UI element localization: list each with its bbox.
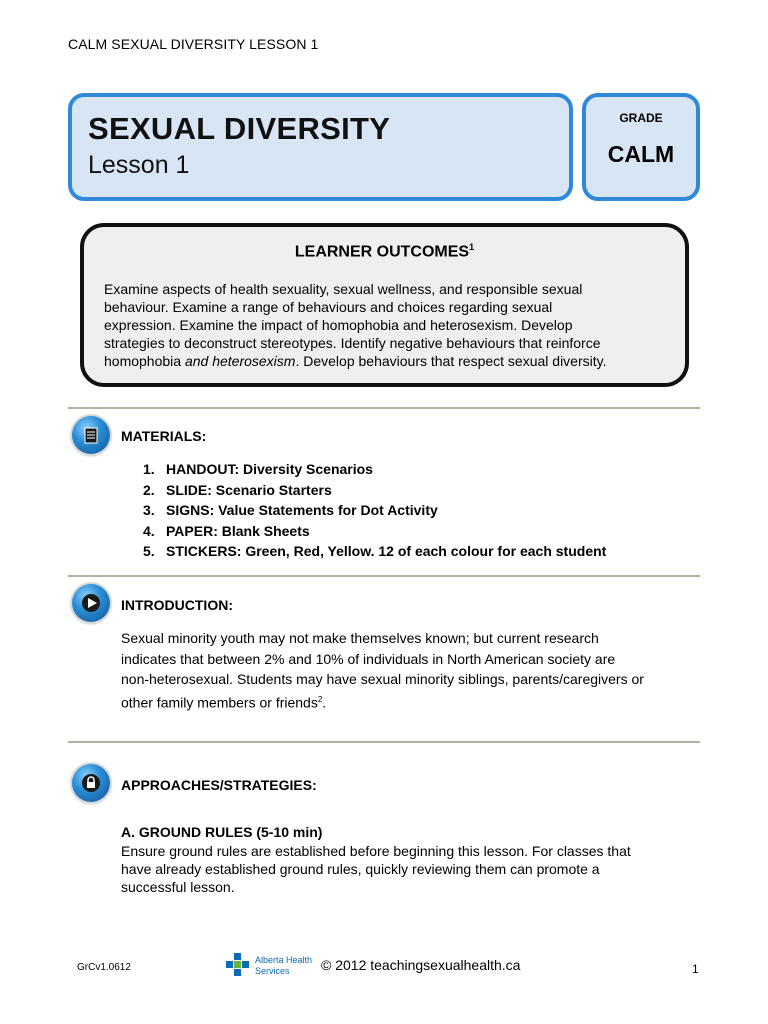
introduction-text: Sexual minority youth may not make themselves known; but current research indicates that between 2% and 10% of individuals in North American society are non-heterosexual. Students may have sexual minority siblings, parents/caregivers or other family members or friends$^2$. [121,630,644,711]
learner-outcomes-text [104,280,665,370]
play-icon [72,584,110,622]
section-divider [68,407,700,409]
ground-rules-title: A. GROUND RULES (5-10 min) [121,824,323,840]
list-item: 2. SLIDE: Scenario Starters [143,481,332,498]
logo-text: Alberta Health [255,955,313,965]
learner-outcomes-heading [84,242,685,261]
ground-rules-text: Ensure ground rules are established before beginning this lesson. For classes that have already established ground rules, quickly reviewing them can promote a successful lesson. [121,843,631,895]
outcomes-line: strategies to deconstruct stereotypes. Identify negative behaviours that reinforce [104,335,601,351]
running-header: CALM SEXUAL DIVERSITY LESSON 1 [68,36,319,52]
outcomes-line: behaviour. Examine a range of behaviours and choices regarding sexual [104,299,553,315]
outcomes-line: homophobia and heterosexism. Develop behaviours that respect sexual diversity. [104,353,607,369]
lesson-title: SEXUAL DIVERSITY [88,111,391,146]
list-item: 5. STICKERS: Green, Red, Yellow. 12 of each colour for each student [143,543,607,560]
list-item: 4. PAPER: Blank Sheets [143,522,310,539]
copyright: © 2012 teachingsexualhealth.ca [321,957,521,973]
materials-heading: MATERIALS: [121,428,207,444]
learner-outcomes-box [80,223,689,387]
grade-label: GRADE [619,111,663,125]
section-divider [68,741,700,743]
lock-icon [72,764,110,802]
lesson-subtitle: Lesson 1 [88,151,190,179]
alberta-health-services-logo [224,952,318,980]
list-item: 1. HANDOUT: Diversity Scenarios [143,461,373,477]
footnote-ref: 2 [317,695,323,705]
materials-list [143,459,683,562]
page-number: 1 [692,962,699,976]
document-icon [72,416,110,454]
logo-text: Services [255,966,290,976]
list-item: 3. SIGNS: Value Statements for Dot Activity [143,502,438,519]
learner-outcomes-title: LEARNER OUTCOMES [294,243,470,261]
footnote-ref: 1 [469,242,475,252]
section-divider [68,575,700,577]
version-code: GrCv1.0612 [77,962,131,973]
grade-box [582,93,700,201]
title-box [68,93,573,201]
approaches-heading: APPROACHES/STRATEGIES: [121,777,317,793]
grade-value: CALM [607,141,675,167]
outcomes-line: Examine aspects of health sexuality, sexual wellness, and responsible sexual [104,281,583,297]
introduction-heading: INTRODUCTION: [121,597,233,613]
outcomes-line: expression. Examine the impact of homophobia and heterosexism. Develop [104,317,573,333]
